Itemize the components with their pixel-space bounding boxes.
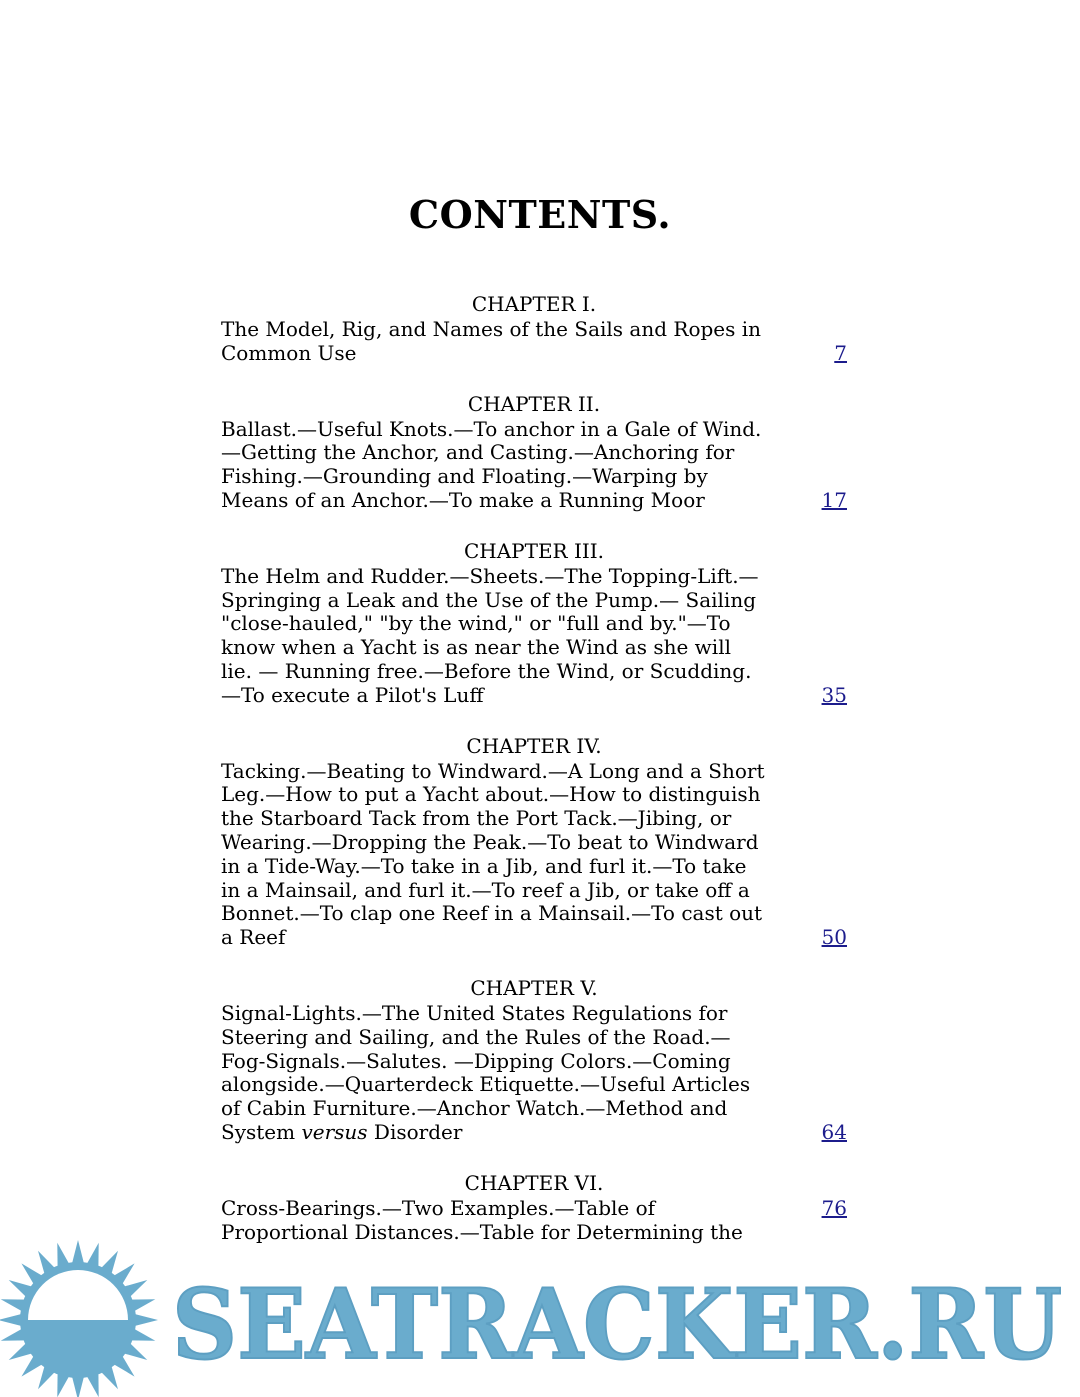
chapter-description: Tacking.—Beating to Windward.—A Long and a Short Leg.—How to put a Yacht about.—How to distinguish the Starboard Tack from the Port Tack.—Jibing, or Wearing.—Dropping the Peak.—To beat to Windward in a Tide-Way.—To take in a Jib, and furl it.—To take in a Mainsail, and furl it.—To reef a Jib, or take off a Bonnet.—To clap one Reef in a Mainsail.—To cast out a Reef [221, 758, 765, 950]
watermark-text: SEATRACKER.RU [172, 1268, 1062, 1381]
chapter-description-text-end: Disorder [367, 1119, 463, 1144]
chapter-description: The Helm and Rudder.—Sheets.—The Topping-Lift.— Springing a Leak and the Use of the Pump.— Sailing "close-hauled," "by the wind," or "full and by."—To know when a Yacht is as near the Wind as she will lie. — Running free.—Before the Wind, or Scudding.—To execute a Pilot's Luff [221, 563, 759, 707]
chapter-entry-5 [221, 974, 847, 1145]
sun-logo-icon [0, 1240, 158, 1397]
chapter-heading: CHAPTER III. [463, 538, 605, 563]
table-of-contents [221, 290, 847, 1268]
chapter-entry-3 [221, 537, 847, 708]
chapter-page-link[interactable]: 17 [821, 487, 847, 512]
watermark-banner [0, 1238, 1080, 1397]
chapter-description: Ballast.—Useful Knots.—To anchor in a Gale of Wind. —Getting the Anchor, and Casting.—Anchoring for Fishing.—Grounding and Floating.—Warping by Means of an Anchor.—To make a Running Moor [221, 416, 762, 512]
chapter-heading: CHAPTER I. [471, 292, 597, 316]
chapter-description-emphasis: versus [301, 1119, 368, 1144]
chapter-entry-4 [221, 732, 847, 950]
chapter-description [221, 1002, 766, 1145]
chapter-page-link[interactable]: 7 [834, 340, 847, 365]
chapter-heading: CHAPTER IV. [466, 733, 602, 758]
chapter-description-text: Signal-Lights.—The United States Regulations for Steering and Sailing, and the Rules of the Road.— Fog-Signals.—Salutes. —Dipping Colors.—Coming alongside.—Quarterdeck Etiquette.—Useful Articles of Cabin Furniture.—Anchor Watch.—Method and System [221, 1000, 751, 1144]
page-title: CONTENTS. [408, 192, 672, 237]
chapter-entry-1 [221, 290, 847, 366]
chapter-description: The Model, Rig, and Names of the Sails and Ropes in Common Use [221, 317, 762, 365]
chapter-page-link[interactable]: 76 [821, 1195, 847, 1220]
chapter-heading: CHAPTER V. [470, 975, 598, 1000]
sun-ray [72, 1240, 85, 1265]
chapter-heading: CHAPTER II. [467, 391, 601, 416]
chapter-page-link[interactable]: 35 [821, 682, 847, 707]
chapter-heading: CHAPTER VI. [464, 1170, 604, 1195]
chapter-page-link[interactable]: 64 [821, 1119, 847, 1144]
chapter-description: Cross-Bearings.—Two Examples.—Table of Proportional Distances.—Table for Determining the [221, 1195, 743, 1244]
chapter-entry-2 [221, 390, 847, 513]
sun-ray [0, 1314, 23, 1327]
sun-ray [133, 1314, 158, 1327]
chapter-page-link[interactable]: 50 [821, 925, 847, 950]
chapter-entry-6 [221, 1169, 847, 1245]
